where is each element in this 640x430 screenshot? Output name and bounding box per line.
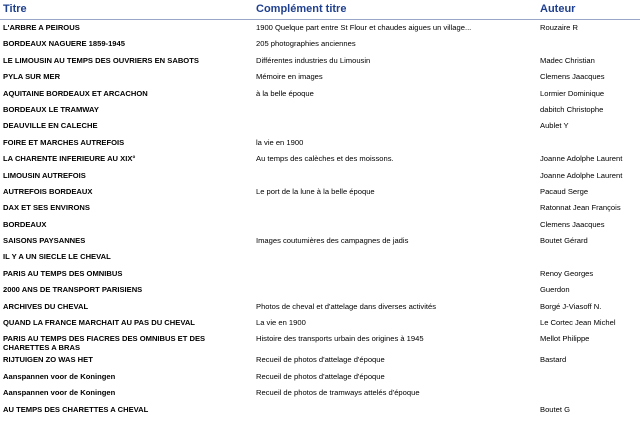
row-complement: Recueil de photos d'attelage d'époque (256, 356, 385, 365)
table-row (0, 387, 640, 403)
header-author: Auteur (540, 3, 576, 15)
row-title: FOIRE ET MARCHES AUTREFOIS (3, 137, 125, 147)
row-author: Mellot Philippe (540, 335, 590, 344)
row-author: dabitch Christophe (540, 105, 604, 114)
row-title: LE LIMOUSIN AU TEMPS DES OUVRIERS EN SABOTS (3, 55, 199, 65)
row-title: Aanspannen voor de Koningen (3, 388, 116, 398)
table-header (0, 0, 640, 20)
row-title: BORDEAUX NAGUERE 1859-1945 (3, 39, 125, 49)
table-row (0, 71, 640, 87)
row-title: AQUITAINE BORDEAUX ET ARCACHON (3, 88, 148, 98)
row-complement: La vie en 1900 (256, 319, 306, 328)
row-complement: Le port de la lune à la belle époque (256, 187, 375, 196)
row-title: L'ARBRE A PEIROUS (3, 23, 80, 32)
table-row (0, 251, 640, 267)
row-author: Aublet Y (540, 122, 569, 131)
row-author: Le Cortec Jean Michel (540, 319, 616, 328)
table-row (0, 137, 640, 153)
row-title: PYLA SUR MER (3, 72, 61, 82)
table-row (0, 333, 640, 354)
row-title: SAISONS PAYSANNES (3, 236, 86, 246)
header-title: Titre (3, 3, 27, 15)
table-row (0, 235, 640, 251)
table-row (0, 170, 640, 186)
row-complement: la vie en 1900 (256, 138, 304, 147)
row-title: AUTREFOIS BORDEAUX (3, 186, 93, 196)
table-row (0, 317, 640, 333)
row-author: Borgé J-Viasoff N. (540, 302, 602, 311)
row-title: LIMOUSIN AUTREFOIS (3, 170, 86, 180)
row-title: PARIS AU TEMPS DES FIACRES DES OMNIBUS ET DES CHARETTES A BRAS (3, 334, 206, 353)
row-title: BORDEAUX (3, 219, 47, 229)
table-row (0, 153, 640, 169)
table-row (0, 268, 640, 284)
row-title: Aanspannen voor de Koningen (3, 371, 116, 381)
row-author: Rouzaire R (540, 24, 578, 32)
row-title: LA CHARENTE INFERIEURE AU XIX° (3, 154, 136, 164)
row-author: Ratonnat Jean François (540, 204, 621, 213)
table-row (0, 186, 640, 202)
row-title: RIJTUIGEN ZO WAS HET (3, 355, 93, 365)
table-row (0, 301, 640, 317)
row-author: Guerdon (540, 286, 570, 295)
row-author: Bastard (540, 356, 567, 365)
row-complement: Photos de cheval et d'attelage dans diverses activités (256, 302, 437, 311)
row-author: Clemens Jaacques (540, 220, 605, 229)
row-complement: Recueil de photos de tramways attelés d'époque (256, 389, 420, 398)
row-title: IL Y A UN SIECLE LE CHEVAL (3, 252, 111, 262)
row-author: Joanne Adolphe Laurent (540, 155, 623, 164)
row-title: DEAUVILLE EN CALECHE (3, 121, 98, 131)
row-title: DAX ET SES ENVIRONS (3, 203, 90, 213)
row-title: BORDEAUX LE TRAMWAY (3, 104, 99, 114)
row-complement: Mémoire en images (256, 73, 323, 82)
row-complement: Recueil de photos d'attelage d'époque (256, 372, 385, 381)
table-row (0, 38, 640, 54)
row-author: Clemens Jaacques (540, 73, 605, 82)
table-row (0, 202, 640, 218)
row-title: 2000 ANS DE TRANSPORT PARISIENS (3, 285, 143, 295)
row-complement: Au temps des calèches et des moissons. (256, 155, 394, 164)
row-author: Pacaud Serge (540, 187, 589, 196)
header-divider (0, 19, 640, 20)
row-author: Joanne Adolphe Laurent (540, 171, 623, 180)
row-title: QUAND LA FRANCE MARCHAIT AU PAS DU CHEVAL (3, 318, 195, 328)
table-row (0, 88, 640, 104)
row-title: AU TEMPS DES CHARETTES A CHEVAL (3, 404, 149, 414)
row-author: Renoy Georges (540, 269, 594, 278)
row-author: Madec Christian (540, 56, 595, 65)
row-author: Lormier Dominique (540, 89, 605, 98)
table-row (0, 55, 640, 71)
table-row (0, 354, 640, 370)
table-row (0, 404, 640, 420)
table-row (0, 371, 640, 387)
table-body (0, 22, 640, 420)
row-complement: 1900 Quelque part entre St Flour et chaudes aigues un village... (256, 24, 472, 32)
header-complement: Complément titre (256, 3, 347, 15)
table-row (0, 104, 640, 120)
table-row (0, 219, 640, 235)
table-row (0, 120, 640, 136)
table-row (0, 284, 640, 300)
row-complement: Histoire des transports urbain des origines à 1945 (256, 335, 424, 344)
row-title: ARCHIVES DU CHEVAL (3, 301, 89, 311)
row-complement: à la belle époque (256, 89, 314, 98)
row-title: PARIS AU TEMPS DES OMNIBUS (3, 268, 123, 278)
row-author: Boutet G (540, 405, 570, 414)
row-complement: Différentes industries du Limousin (256, 56, 371, 65)
row-complement: 205 photographies anciennes (256, 40, 356, 49)
row-author: Boutet Gérard (540, 237, 588, 246)
table-row (0, 22, 640, 38)
row-complement: Images coutumières des campagnes de jadis (256, 237, 409, 246)
